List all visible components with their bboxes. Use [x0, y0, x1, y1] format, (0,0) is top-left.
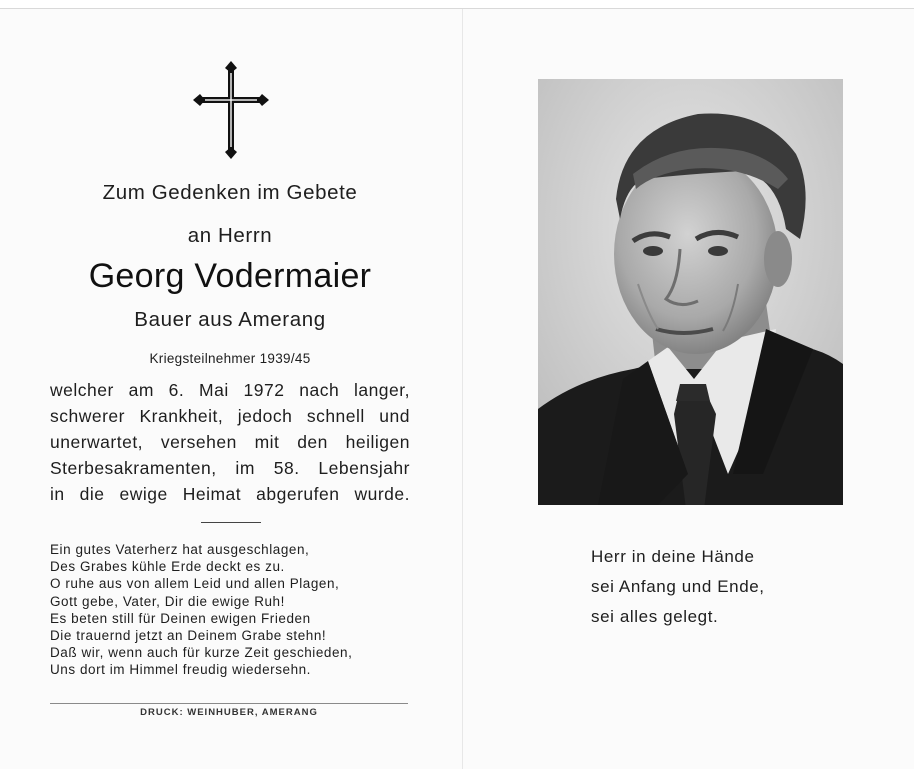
poem-line: Daß wir, wenn auch für kurze Zeit geschieden,	[50, 645, 353, 661]
announcement-line: schwerer Krankheit, jedoch schnell und	[50, 406, 410, 426]
announcement-line: in die ewige Heimat abgerufen wurde.	[50, 484, 410, 504]
motto-line: Herr in deine Hände	[591, 547, 755, 566]
poem	[50, 541, 420, 679]
poem-line: Uns dort im Himmel freudig wiedersehn.	[50, 662, 311, 678]
right-page	[463, 9, 914, 769]
memorial-card	[0, 8, 914, 769]
printer-credit: DRUCK: WEINHUBER, AMERANG	[140, 707, 318, 718]
deceased-name: Georg Vodermaier	[88, 257, 372, 295]
motto	[591, 542, 851, 632]
portrait-illustration	[538, 79, 843, 505]
memorial-heading: Zum Gedenken im Gebete	[102, 181, 358, 204]
poem-line: Ein gutes Vaterherz hat ausgeschlagen,	[50, 542, 310, 557]
poem-line: Es beten still für Deinen ewigen Frieden	[50, 610, 311, 626]
portrait-photo	[538, 79, 843, 505]
motto-line: sei Anfang und Ende,	[591, 577, 765, 596]
poem-line: Des Grabes kühle Erde deckt es zu.	[50, 559, 285, 575]
death-announcement	[50, 377, 410, 507]
war-service: Kriegsteilnehmer 1939/45	[149, 351, 311, 366]
salutation: an Herrn	[187, 224, 273, 247]
left-page	[0, 9, 462, 769]
announcement-line: Sterbesakramenten, im 58. Lebensjahr	[50, 458, 410, 478]
divider	[201, 522, 261, 523]
motto-line: sei alles gelegt.	[591, 607, 719, 626]
poem-line: Die trauernd jetzt an Deinem Grabe stehn!	[50, 628, 327, 644]
announcement-line: unerwartet, versehen mit den heiligen	[50, 432, 410, 452]
occupation: Bauer aus Amerang	[134, 308, 326, 331]
poem-line: Gott gebe, Vater, Dir die ewige Ruh!	[50, 593, 285, 609]
announcement-line: welcher am 6. Mai 1972 nach langer,	[50, 380, 410, 400]
footer-divider	[50, 703, 408, 704]
cross-icon	[193, 61, 269, 159]
poem-line: O ruhe aus von allem Leid und allen Plagen,	[50, 576, 340, 592]
